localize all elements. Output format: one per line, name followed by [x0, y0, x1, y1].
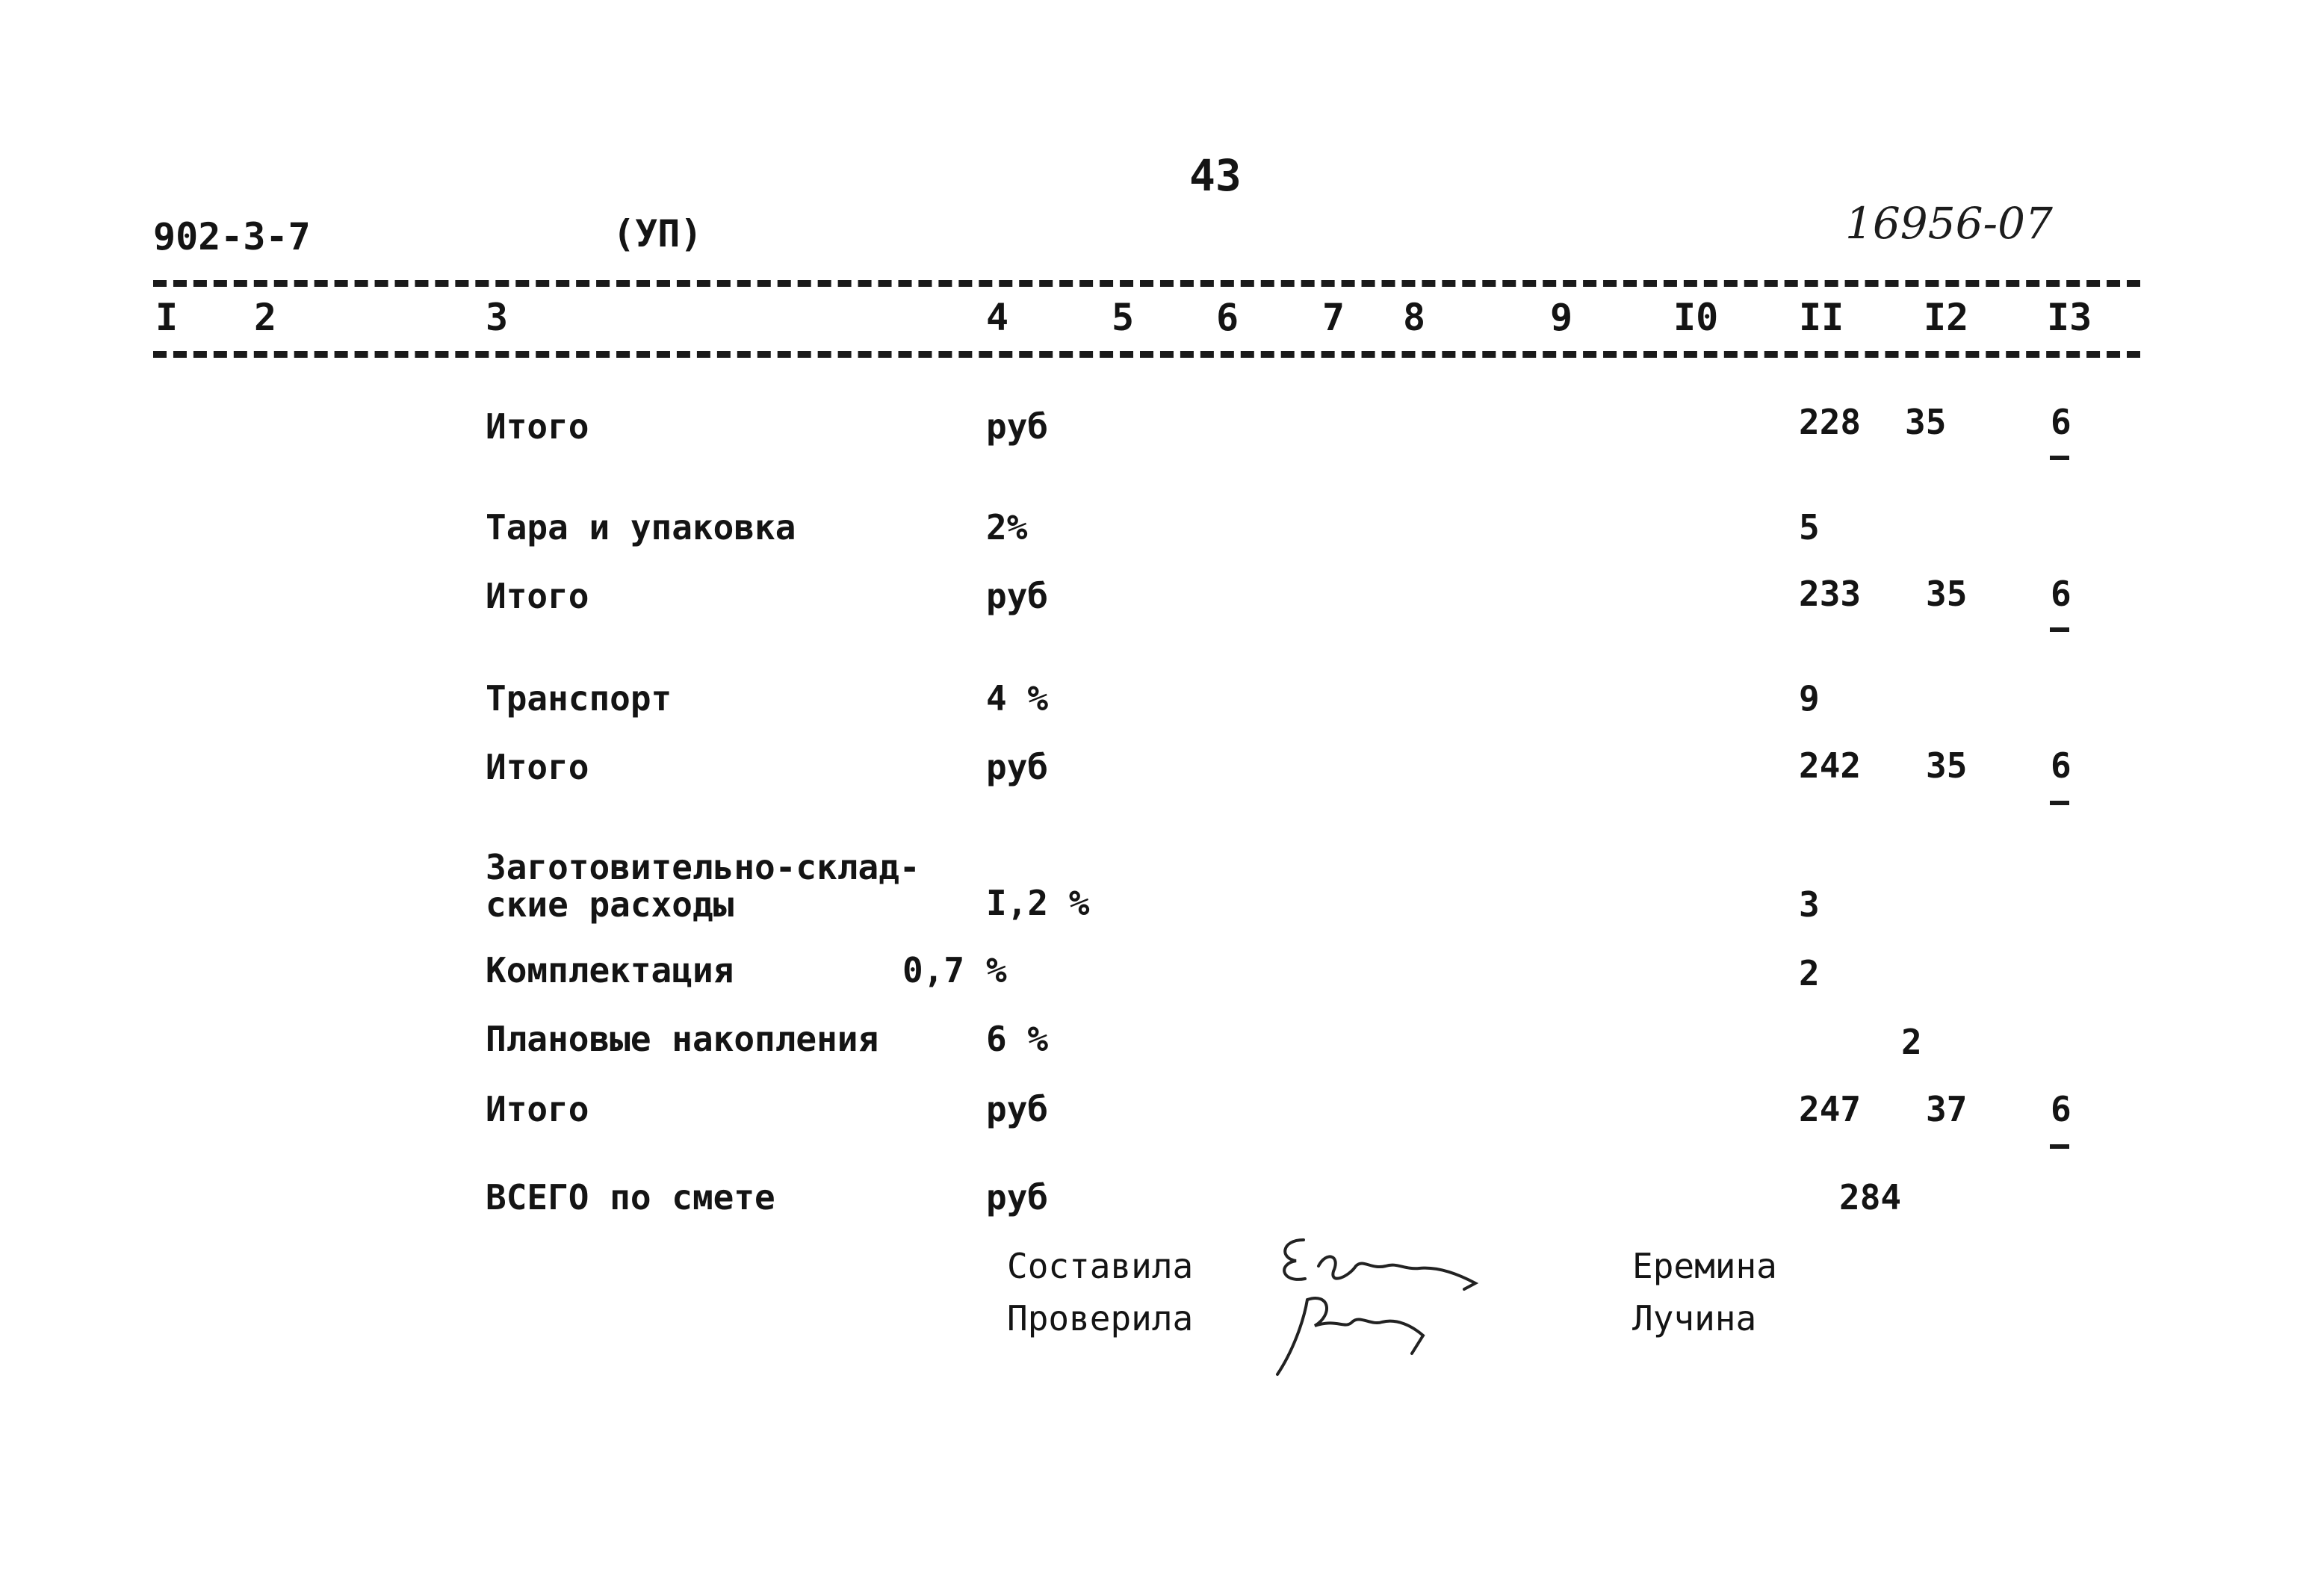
underline-mark: [2050, 1144, 2069, 1149]
header-bottom-dashed-rule: [153, 351, 2140, 358]
total-value: 284: [1839, 1177, 1902, 1217]
row-unit: 6 %: [986, 1019, 1049, 1059]
row-unit: 2%: [986, 507, 1028, 547]
row-col11: 247: [1799, 1089, 1862, 1129]
row-col11: 3: [1799, 884, 1820, 925]
row-label: Транспорт: [486, 678, 672, 719]
handwritten-document-number: 16956-07: [1845, 198, 2053, 249]
row-label: Плановые накопления: [486, 1019, 879, 1059]
row-col12: 35: [1926, 745, 1968, 786]
row-col13: 6: [2051, 402, 2072, 442]
row-label: Итого: [486, 1089, 589, 1129]
row-unit: %: [986, 950, 1007, 990]
row-col11: 242: [1799, 745, 1862, 786]
row-label-line2: ские расходы: [486, 884, 734, 925]
row-col11: 5: [1799, 507, 1820, 547]
row-label: Тара и упаковка: [486, 507, 796, 547]
row-label-line1: Заготовительно-склад-: [486, 847, 920, 887]
row-unit: руб: [986, 747, 1049, 787]
column-header-4: 4: [986, 296, 1009, 339]
row-label: Комплектация: [486, 950, 734, 990]
row-col13: 6: [2051, 1089, 2072, 1129]
column-header-8: 8: [1403, 296, 1426, 339]
row-col11: 2: [1799, 953, 1820, 993]
row-col12: 35: [1926, 574, 1968, 614]
row-unit: руб: [986, 1089, 1049, 1129]
underline-mark: [2050, 801, 2069, 805]
row-unit: I,2 %: [986, 883, 1090, 923]
total-label: ВСЕГО по смете: [486, 1177, 775, 1217]
row-col13: 6: [2051, 574, 2072, 614]
underline-mark: [2050, 456, 2069, 460]
column-header-7: 7: [1322, 296, 1345, 339]
row-col11: 233: [1799, 574, 1862, 614]
column-header-1: I: [155, 296, 179, 339]
section-code: (УП): [613, 212, 703, 255]
row-col11: 9: [1799, 678, 1820, 719]
column-header-5: 5: [1112, 296, 1135, 339]
row-col11: 228: [1799, 402, 1862, 442]
row-unit: руб: [986, 406, 1049, 447]
column-header-12: I2: [1924, 296, 1969, 339]
row-col12: 2: [1901, 1022, 1922, 1062]
row-col12: 37: [1926, 1089, 1968, 1129]
row-label: Итого: [486, 576, 589, 616]
row-unit: руб: [986, 576, 1049, 616]
checked-by-label: Проверила: [1007, 1298, 1194, 1338]
column-header-10: I0: [1673, 296, 1719, 339]
column-header-2: 2: [254, 296, 277, 339]
row-pre-unit: 0,7: [902, 950, 965, 990]
checked-by-name: Лучина: [1632, 1298, 1757, 1338]
underline-mark: [2050, 627, 2069, 632]
column-header-9: 9: [1550, 296, 1573, 339]
column-header-3: 3: [486, 296, 509, 339]
total-unit: руб: [986, 1177, 1049, 1217]
row-col12: 35: [1905, 402, 1947, 442]
document-code: 902-3-7: [153, 215, 311, 258]
row-label: Итого: [486, 747, 589, 787]
column-header-13: I3: [2047, 296, 2092, 339]
row-unit: 4 %: [986, 678, 1049, 719]
checked-signature: [1262, 1285, 1457, 1382]
composed-by-label: Составила: [1007, 1246, 1194, 1286]
composed-by-name: Еремина: [1632, 1246, 1777, 1286]
header-top-dashed-rule: [153, 280, 2140, 287]
page-number: 43: [1189, 150, 1242, 201]
column-header-11: II: [1799, 296, 1844, 339]
column-header-6: 6: [1216, 296, 1239, 339]
row-col13: 6: [2051, 745, 2072, 786]
row-label: Итого: [486, 406, 589, 447]
